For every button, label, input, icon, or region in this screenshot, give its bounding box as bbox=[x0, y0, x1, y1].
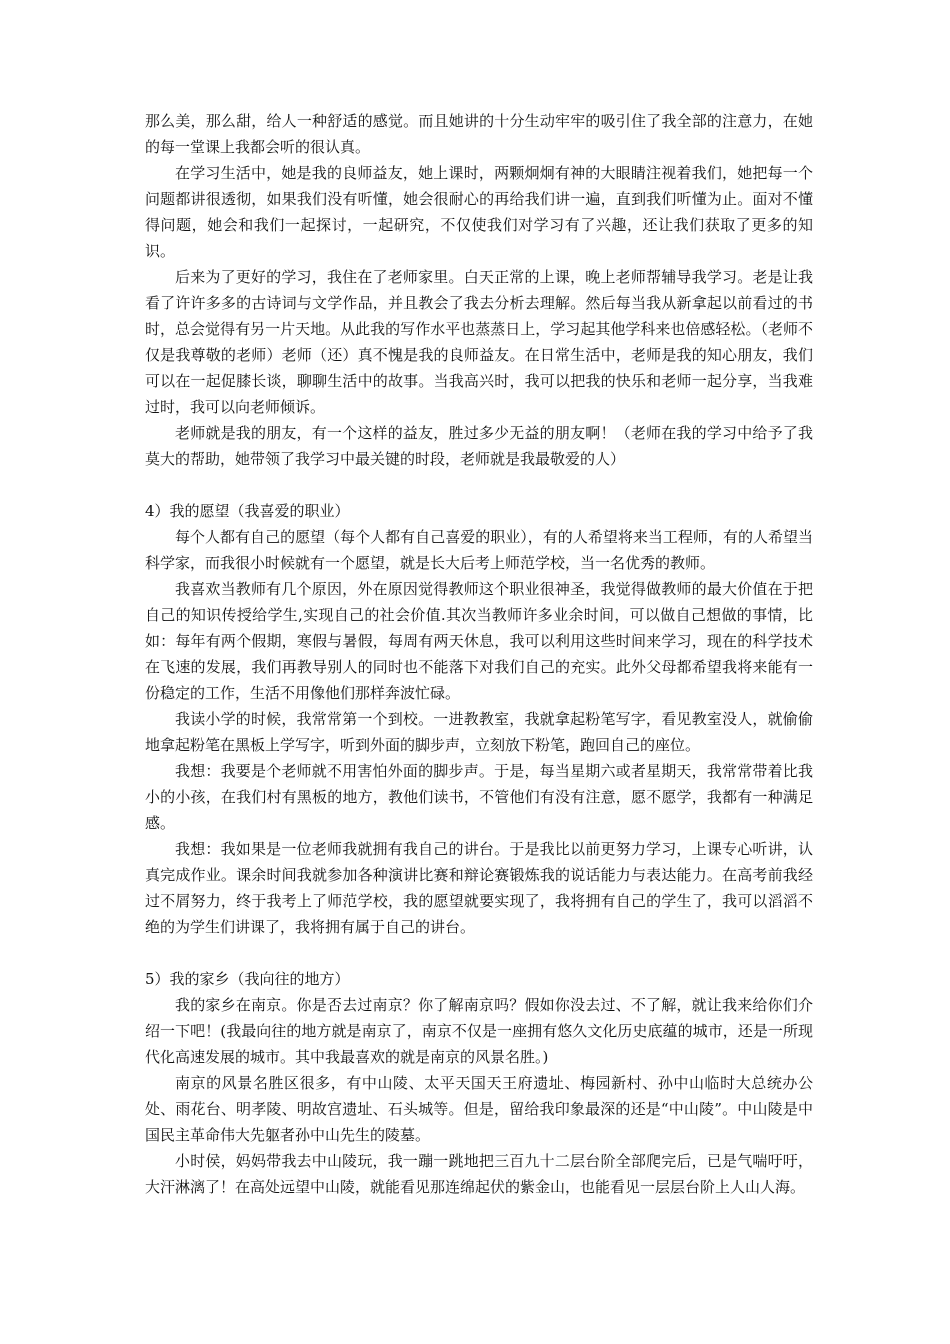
paragraph: 我想：我如果是一位老师我就拥有我自己的讲台。于是我比以前更努力学习，上课专心听讲，认真完成作业。课余时间我就参加各种演讲比赛和辩论赛锻炼我的说话能力与表达能力。在高考前我经过不屑努力，终于我考上了师范学校，我的愿望就要实现了，我将拥有自己的学生了，我可以滔滔不绝的为学生们讲课了，我将拥有属于自己的讲台。 bbox=[145, 840, 813, 936]
document-page bbox=[145, 108, 813, 1200]
paragraph: 南京的风景名胜区很多，有中山陵、太平天国天王府遗址、梅园新村、孙中山临时大总统办公处、雨花台、明孝陵、明故宫遗址、石头城等。但是，留给我印象最深的还是“中山陵”。中山陵是中国民主革命伟大先躯者孙中山先生的陵墓。 bbox=[145, 1074, 813, 1144]
paragraph: 我读小学的时候，我常常第一个到校。一进教教室，我就拿起粉笔写字，看见教室没人，就偷偷地拿起粉笔在黑板上学写字，听到外面的脚步声，立刻放下粉笔，跑回自己的座位。 bbox=[145, 710, 813, 754]
paragraph: 我想：我要是个老师就不用害怕外面的脚步声。于是，每当星期六或者星期天，我常常带着比我小的小孩，在我们村有黑板的地方，教他们读书，不管他们有没有注意，愿不愿学，我都有一种满足感。 bbox=[145, 762, 813, 832]
paragraph: 在学习生活中，她是我的良师益友，她上课时，两颗炯炯有神的大眼睛注视着我们，她把每一个问题都讲很透彻，如果我们没有听懂，她会很耐心的再给我们讲一遍，直到我们听懂为止。面对不懂得问题，她会和我们一起探讨，一起研究，不仅使我们对学习有了兴趣，还让我们获取了更多的知识。 bbox=[145, 164, 813, 260]
section-heading: 5）我的家乡（我向往的地方） bbox=[145, 970, 350, 988]
paragraph: 那么美，那么甜，给人一种舒适的感觉。而且她讲的十分生动牢牢的吸引住了我全部的注意力，在她的每一堂课上我都会听的很认真。 bbox=[145, 112, 813, 156]
paragraph: 小时侯，妈妈带我去中山陵玩，我一蹦一跳地把三百九十二层台阶全部爬完后，已是气喘吁吁，大汗淋漓了！在高处远望中山陵，就能看见那连绵起伏的紫金山，也能看见一层层台阶上人山人海。 bbox=[145, 1152, 813, 1196]
section-heading: 4）我的愿望（我喜爱的职业） bbox=[145, 502, 350, 520]
paragraph: 后来为了更好的学习，我住在了老师家里。白天正常的上课，晚上老师帮辅导我学习。老是让我看了许许多多的古诗词与文学作品，并且教会了我去分析去理解。然后每当我从新拿起以前看过的书时，总会觉得有另一片天地。从此我的写作水平也蒸蒸日上，学习起其他学科来也倍感轻松。（老师不仅是我尊敬的老师）老师（还）真不愧是我的良师益友。在日常生活中，老师是我的知心朋友，我们可以在一起促膝长谈，聊聊生活中的故事。当我高兴时，我可以把我的快乐和老师一起分享，当我难过时，我可以向老师倾诉。 bbox=[145, 268, 813, 416]
paragraph: 我喜欢当教师有几个原因，外在原因觉得教师这个职业很神圣，我觉得做教师的最大价值在于把自己的知识传授给学生,实现自己的社会价值.其次当教师许多业余时间，可以做自己想做的事情，比如：每年有两个假期，寒假与暑假，每周有两天休息，我可以利用这些时间来学习，现在的科学技术在飞速的发展，我们再教导别人的同时也不能落下对我们自己的充实。此外父母都希望我将来能有一份稳定的工作，生活不用像他们那样奔波忙碌。 bbox=[145, 580, 813, 702]
paragraph: 老师就是我的朋友，有一个这样的益友，胜过多少无益的朋友啊！（老师在我的学习中给予了我莫大的帮助，她带领了我学习中最关键的时段，老师就是我最敬爱的人） bbox=[145, 424, 813, 468]
paragraph: 每个人都有自己的愿望（每个人都有自己喜爱的职业），有的人希望将来当工程师，有的人希望当科学家，而我很小时候就有一个愿望，就是长大后考上师范学校，当一名优秀的教师。 bbox=[145, 528, 813, 572]
paragraph: 我的家乡在南京。你是否去过南京？你了解南京吗？假如你没去过、不了解，就让我来给你们介绍一下吧！(我最向往的地方就是南京了，南京不仅是一座拥有悠久文化历史底蕴的城市，还是一所现代化高速发展的城市。其中我最喜欢的就是南京的风景名胜。) bbox=[145, 996, 813, 1066]
